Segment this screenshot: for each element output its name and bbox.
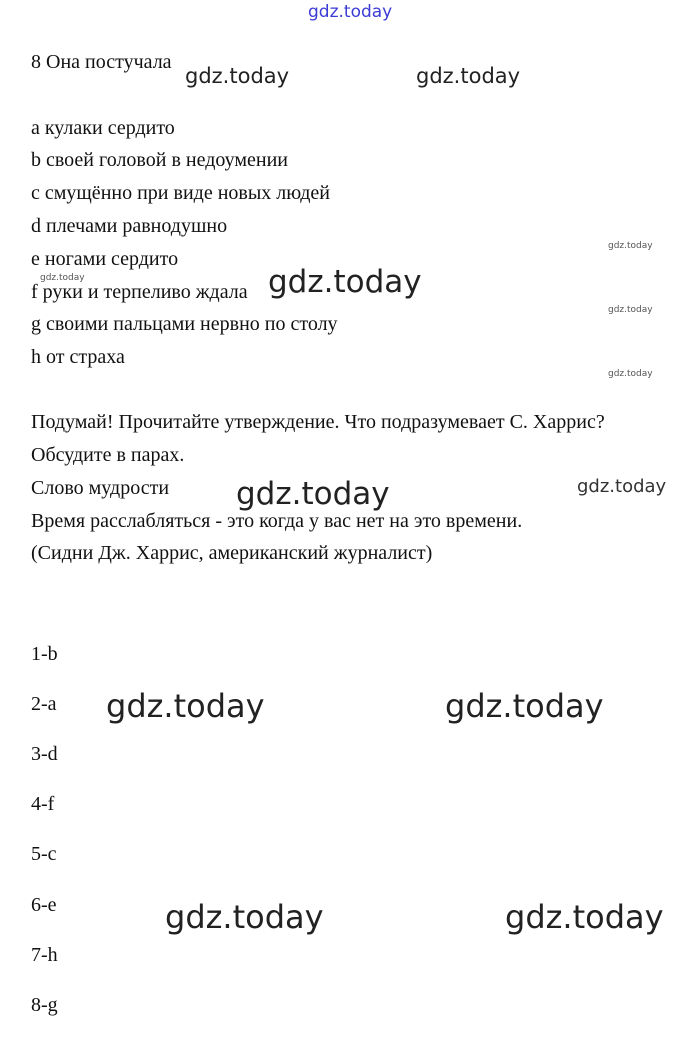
- answer-7: 7-h: [31, 944, 58, 966]
- watermark: gdz.today: [608, 305, 653, 315]
- answer-5: 5-c: [31, 843, 57, 865]
- option-c: c смущённо при виде новых людей: [31, 182, 330, 204]
- answer-2: 2-a: [31, 693, 57, 715]
- watermark: gdz.today: [40, 273, 85, 283]
- answer-8: 8-g: [31, 994, 58, 1016]
- discussion-instruction: Обсудите в парах.: [31, 444, 185, 466]
- watermark: gdz.today: [165, 898, 324, 936]
- watermark: gdz.today: [185, 64, 290, 88]
- discussion-prompt: Подумай! Прочитайте утверждение. Что подразумевает С. Харрис?: [31, 411, 605, 433]
- watermark: gdz.today: [445, 687, 604, 725]
- answer-6: 6-e: [31, 894, 57, 916]
- watermark: gdz.today: [505, 898, 664, 936]
- watermark: gdz.today: [608, 369, 653, 379]
- watermark-top: gdz.today: [308, 2, 393, 22]
- answer-3: 3-d: [31, 743, 58, 765]
- option-h: h от страха: [31, 346, 125, 368]
- watermark: gdz.today: [106, 687, 265, 725]
- option-g: g своими пальцами нервно по столу: [31, 313, 338, 335]
- answer-1: 1-b: [31, 643, 58, 665]
- option-b: b своей головой в недоумении: [31, 149, 288, 171]
- quote-attribution: (Сидни Дж. Харрис, американский журналист): [31, 542, 433, 564]
- option-a: a кулаки сердито: [31, 117, 175, 139]
- watermark: gdz.today: [416, 64, 521, 88]
- option-d: d плечами равнодушно: [31, 215, 228, 237]
- watermark: gdz.today: [236, 476, 390, 512]
- wisdom-heading: Слово мудрости: [31, 477, 170, 499]
- watermark: gdz.today: [577, 476, 667, 497]
- wisdom-quote: Время расслабляться - это когда у вас нет на это времени.: [31, 510, 523, 532]
- watermark: gdz.today: [268, 264, 422, 300]
- option-e: e ногами сердито: [31, 248, 179, 270]
- option-f: f руки и терпеливо ждала: [31, 281, 248, 303]
- answer-4: 4-f: [31, 793, 55, 815]
- watermark: gdz.today: [608, 241, 653, 251]
- exercise-title: 8 Она постучала: [31, 51, 172, 73]
